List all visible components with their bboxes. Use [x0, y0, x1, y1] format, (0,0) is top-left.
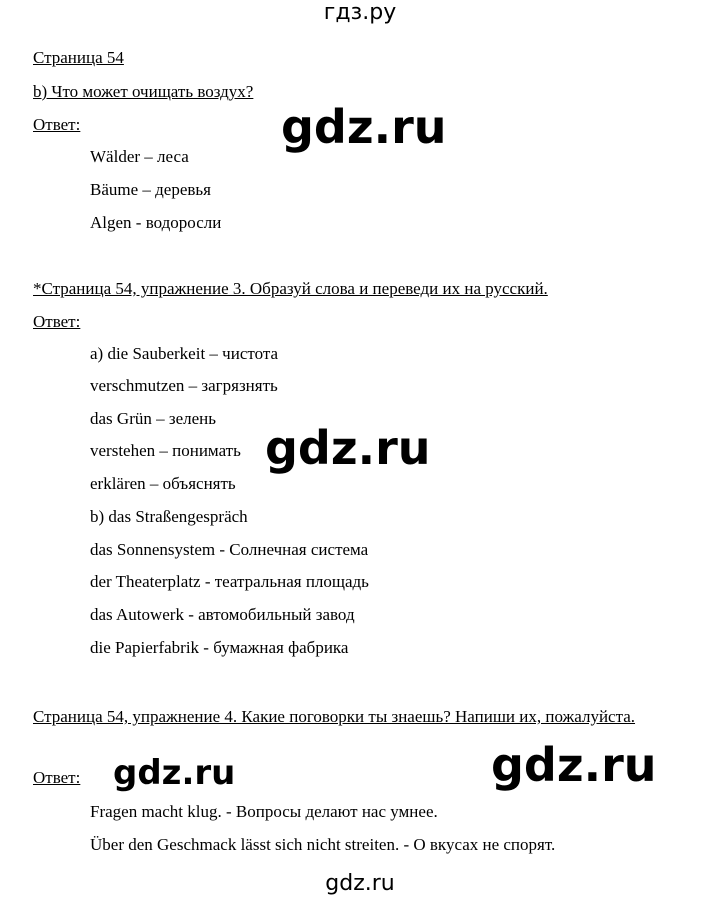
- section2-item: a) die Sauberkeit – чистота: [90, 344, 279, 363]
- section2-item: das Autowerk - автомобильный завод: [90, 605, 355, 624]
- section1-heading: Страница 54: [33, 48, 124, 67]
- section3-item: Fragen macht klug. - Вопросы делают нас умнее.: [90, 802, 438, 821]
- watermark: gdz.ru: [491, 738, 657, 792]
- section2-item: das Grün – зелень: [90, 409, 216, 428]
- section1-item: Wälder – леса: [90, 147, 189, 166]
- watermark: gdz.ru: [281, 100, 447, 154]
- watermark: gdz.ru: [113, 753, 236, 793]
- section2-item: der Theaterplatz - театральная площадь: [90, 572, 369, 591]
- section2-item: erklären – объяснять: [90, 474, 236, 493]
- site-footer: gdz.ru: [325, 871, 395, 896]
- section3-item: Über den Geschmack lässt sich nicht streiten. - О вкусах не спорят.: [90, 835, 556, 854]
- section1-item: Algen - водоросли: [90, 213, 222, 232]
- section2-item: verschmutzen – загрязнять: [90, 376, 278, 395]
- section1-question: b) Что может очищать воздух?: [33, 82, 254, 101]
- section3-answer-label: Ответ:: [33, 768, 81, 787]
- section1-answer-label: Ответ:: [33, 115, 81, 134]
- section3-heading: Страница 54, упражнение 4. Какие поговорки ты знаешь? Напиши их, пожалуйста.: [33, 707, 636, 726]
- section2-answer-label: Ответ:: [33, 312, 81, 331]
- section1-item: Bäume – деревья: [90, 180, 211, 199]
- section2-heading: *Страница 54, упражнение 3. Образуй слова и переведи их на русский.: [33, 279, 548, 298]
- watermark: gdz.ru: [265, 421, 431, 475]
- section2-item: die Papierfabrik - бумажная фабрика: [90, 638, 349, 657]
- site-header: гдз.ру: [323, 0, 397, 25]
- section2-item: verstehen – понимать: [90, 441, 241, 460]
- section2-item: das Sonnensystem - Солнечная система: [90, 540, 369, 559]
- section2-item: b) das Straßengespräch: [90, 507, 248, 526]
